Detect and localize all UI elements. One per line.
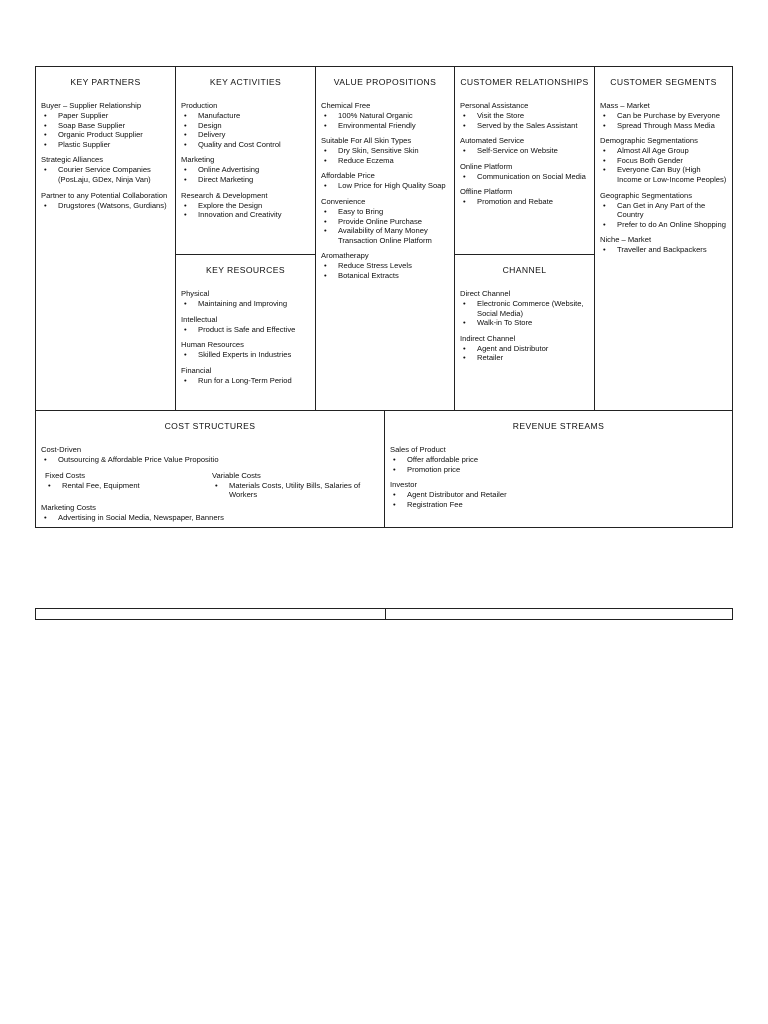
group-title: Physical xyxy=(181,289,210,298)
bullet-item: • Botanical Extracts xyxy=(321,271,449,281)
key-partners-header: KEY PARTNERS xyxy=(70,77,141,87)
business-model-canvas xyxy=(35,66,733,528)
bullet-item: • Organic Product Supplier xyxy=(41,130,170,140)
bullet-list xyxy=(321,181,449,191)
bullet-item: • Agent Distributor and Retailer xyxy=(390,490,727,500)
bullet-list xyxy=(600,111,727,130)
item-group xyxy=(600,101,727,130)
fixed-costs-group xyxy=(41,471,212,500)
bullet-item: • Walk-in To Store xyxy=(460,318,589,328)
bullet-list xyxy=(600,245,727,255)
item-group xyxy=(460,136,589,156)
value-propositions-header: VALUE PROPOSITIONS xyxy=(333,77,437,87)
group-title: Chemical Free xyxy=(321,101,371,110)
item-group xyxy=(600,191,727,230)
group-title: Mass – Market xyxy=(600,101,650,110)
item-group xyxy=(41,155,170,184)
bullet-item: • Easy to Bring xyxy=(321,207,449,217)
item-group xyxy=(321,136,449,165)
item-group xyxy=(181,340,310,360)
bullet-list xyxy=(41,455,379,465)
group-title: Indirect Channel xyxy=(460,333,516,343)
bullet-list xyxy=(45,481,212,491)
group-title: Strategic Alliances xyxy=(41,155,104,165)
group-title: Fixed Costs xyxy=(45,470,86,480)
bullet-item: • 100% Natural Organic xyxy=(321,111,449,121)
bullet-item: • Maintaining and Improving xyxy=(181,299,310,309)
item-group xyxy=(600,235,727,255)
group-title: Affordable Price xyxy=(321,171,375,181)
revenue-streams-header: REVENUE STREAMS xyxy=(512,421,605,431)
bullet-item: • Innovation and Creativity xyxy=(181,210,310,220)
bullet-list xyxy=(181,111,310,149)
customer-relationships-block xyxy=(455,67,595,255)
bullet-item: • Drugstores (Watsons, Gurdians) xyxy=(41,201,170,211)
group-title: Marketing xyxy=(181,155,215,165)
bullet-item: • Spread Through Mass Media xyxy=(600,121,727,131)
key-partners-block xyxy=(36,67,176,411)
bullet-list xyxy=(600,146,727,184)
bullet-list xyxy=(460,197,589,207)
item-group xyxy=(321,171,449,191)
bullet-item: • Promotion price xyxy=(390,465,727,475)
bullet-list xyxy=(181,376,310,386)
cost-structures-block xyxy=(36,411,385,527)
item-group xyxy=(181,315,310,335)
item-group xyxy=(181,101,310,149)
bullet-item: • Direct Marketing xyxy=(181,175,310,185)
bullet-item: • Courier Service Companies (PosLaju, GDex, Ninja Van) xyxy=(41,165,170,184)
bullet-item: • Retailer xyxy=(460,353,589,363)
group-title: Geographic Segmentations xyxy=(600,190,693,200)
bullet-item: • Product is Safe and Effective xyxy=(181,325,310,335)
group-title: Marketing Costs xyxy=(41,502,96,512)
bullet-list xyxy=(460,111,589,130)
bullet-item: • Registration Fee xyxy=(390,500,727,510)
group-title: Research & Development xyxy=(181,190,268,200)
item-group xyxy=(390,480,727,509)
group-title: Suitable For All Skin Types xyxy=(321,136,412,146)
bullet-item: • Low Price for High Quality Soap xyxy=(321,181,449,191)
bullet-item: • Self-Service on Website xyxy=(460,146,589,156)
group-title: Personal Assistance xyxy=(460,101,529,110)
empty-table-strip xyxy=(35,608,733,620)
bullet-item: • Online Advertising xyxy=(181,165,310,175)
group-title: Production xyxy=(181,101,218,110)
value-propositions-block xyxy=(316,67,455,411)
group-title: Cost-Driven xyxy=(41,445,82,454)
bullet-list xyxy=(41,165,170,184)
item-group xyxy=(600,136,727,184)
bullet-list xyxy=(212,481,379,500)
bullet-list xyxy=(390,490,727,509)
group-title: Partner to any Potential Collaboration xyxy=(41,190,168,200)
bullet-list xyxy=(181,350,310,360)
item-group xyxy=(41,191,170,211)
group-title: Human Resources xyxy=(181,340,244,350)
group-title: Convenience xyxy=(321,196,366,206)
bullet-item: • Run for a Long-Term Period xyxy=(181,376,310,386)
bullet-item: • Paper Supplier xyxy=(41,111,170,121)
bullet-item: • Availability of Many Money Transaction Online Platform xyxy=(321,226,449,245)
bullet-list xyxy=(600,201,727,230)
bullet-list xyxy=(181,201,310,220)
revenue-streams-block xyxy=(385,411,732,527)
bullet-item: • Can be Purchase by Everyone xyxy=(600,111,727,121)
group-title: Buyer – Supplier Relationship xyxy=(41,101,142,110)
item-group xyxy=(460,101,589,130)
bullet-list xyxy=(321,207,449,245)
bullet-item: • Agent and Distributor xyxy=(460,344,589,354)
bullet-item: • Reduce Eczema xyxy=(321,156,449,166)
bullet-item: • Environmental Friendly xyxy=(321,121,449,131)
bullet-list xyxy=(460,146,589,156)
bullet-item: • Promotion and Rebate xyxy=(460,197,589,207)
bullet-item: • Almost All Age Group xyxy=(600,146,727,156)
customer-segments-block xyxy=(595,67,732,411)
bullet-item: • Rental Fee, Equipment xyxy=(45,481,212,491)
bullet-item: • Visit the Store xyxy=(460,111,589,121)
bullet-item: • Advertising in Social Media, Newspaper, Banners xyxy=(41,513,379,523)
key-resources-block xyxy=(176,255,316,411)
bullet-list xyxy=(41,513,379,523)
bullet-item: • Focus Both Gender xyxy=(600,156,727,166)
item-group xyxy=(321,251,449,280)
bullet-list xyxy=(321,261,449,280)
group-title: Intellectual xyxy=(181,314,218,324)
bullet-item: • Manufacture xyxy=(181,111,310,121)
bullet-item: • Provide Online Purchase xyxy=(321,217,449,227)
empty-table-cell xyxy=(36,609,386,619)
item-group xyxy=(181,289,310,309)
group-title: Automated Service xyxy=(460,136,525,146)
group-title: Financial xyxy=(181,365,212,375)
bullet-list xyxy=(321,146,449,165)
bullet-list xyxy=(460,344,589,363)
bullet-item: • Offer affordable price xyxy=(390,455,727,465)
item-group xyxy=(321,101,449,130)
item-group xyxy=(181,155,310,184)
bullet-item: • Can Get in Any Part of the Country xyxy=(600,201,727,220)
bullet-item: • Electronic Commerce (Website, Social Media) xyxy=(460,299,589,318)
channel-header: CHANNEL xyxy=(502,265,547,275)
bullet-item: • Everyone Can Buy (High Income or Low-Income Peoples) xyxy=(600,165,727,184)
key-resources-header: KEY RESOURCES xyxy=(205,265,286,275)
key-activities-block xyxy=(176,67,316,255)
bullet-item: • Traveller and Backpackers xyxy=(600,245,727,255)
group-title: Online Platform xyxy=(460,161,513,171)
bullet-list xyxy=(41,111,170,149)
channel-block xyxy=(455,255,595,411)
item-group xyxy=(460,187,589,207)
group-title: Aromatherapy xyxy=(321,251,369,261)
item-group xyxy=(41,101,170,149)
bullet-item: • Skilled Experts in Industries xyxy=(181,350,310,360)
bullet-item: • Communication on Social Media xyxy=(460,172,589,182)
bullet-list xyxy=(181,325,310,335)
bullet-item: • Soap Base Supplier xyxy=(41,121,170,131)
bullet-item: • Explore the Design xyxy=(181,201,310,211)
cost-structures-header: COST STRUCTURES xyxy=(164,421,256,431)
item-group xyxy=(460,162,589,182)
item-group xyxy=(390,445,727,474)
cost-driven-group xyxy=(41,445,379,465)
bullet-list xyxy=(460,299,589,328)
group-title: Sales of Product xyxy=(390,445,446,454)
group-title: Offline Platform xyxy=(460,187,513,197)
bullet-item: • Dry Skin, Sensitive Skin xyxy=(321,146,449,156)
marketing-costs-group xyxy=(41,503,379,523)
group-title: Niche – Market xyxy=(600,235,652,245)
customer-relationships-header: CUSTOMER RELATIONSHIPS xyxy=(460,77,589,87)
item-group xyxy=(321,197,449,245)
customer-segments-header: CUSTOMER SEGMENTS xyxy=(610,77,717,87)
key-activities-header: KEY ACTIVITIES xyxy=(209,77,282,87)
bullet-item: • Plastic Supplier xyxy=(41,140,170,150)
bullet-item: • Outsourcing & Affordable Price Value Propositio xyxy=(41,455,379,465)
item-group xyxy=(460,289,589,328)
bullet-list xyxy=(321,111,449,130)
group-title: Variable Costs xyxy=(212,470,261,480)
bullet-item: • Design xyxy=(181,121,310,131)
bullet-list xyxy=(181,299,310,309)
group-title: Investor xyxy=(390,480,418,490)
bullet-item: • Materials Costs, Utility Bills, Salaries of Workers xyxy=(212,481,379,500)
group-title: Demographic Segmentations xyxy=(600,136,698,146)
group-title: Direct Channel xyxy=(460,289,511,298)
bullet-list xyxy=(181,165,310,184)
bullet-item: • Reduce Stress Levels xyxy=(321,261,449,271)
bullet-list xyxy=(390,455,727,474)
item-group xyxy=(460,334,589,363)
bullet-list xyxy=(41,201,170,211)
bullet-item: • Quality and Cost Control xyxy=(181,140,310,150)
item-group xyxy=(181,366,310,386)
bullet-list xyxy=(460,172,589,182)
bullet-item: • Served by the Sales Assistant xyxy=(460,121,589,131)
variable-costs-group xyxy=(212,471,379,500)
bullet-item: • Delivery xyxy=(181,130,310,140)
bullet-item: • Prefer to do An Online Shopping xyxy=(600,220,727,230)
item-group xyxy=(181,191,310,220)
